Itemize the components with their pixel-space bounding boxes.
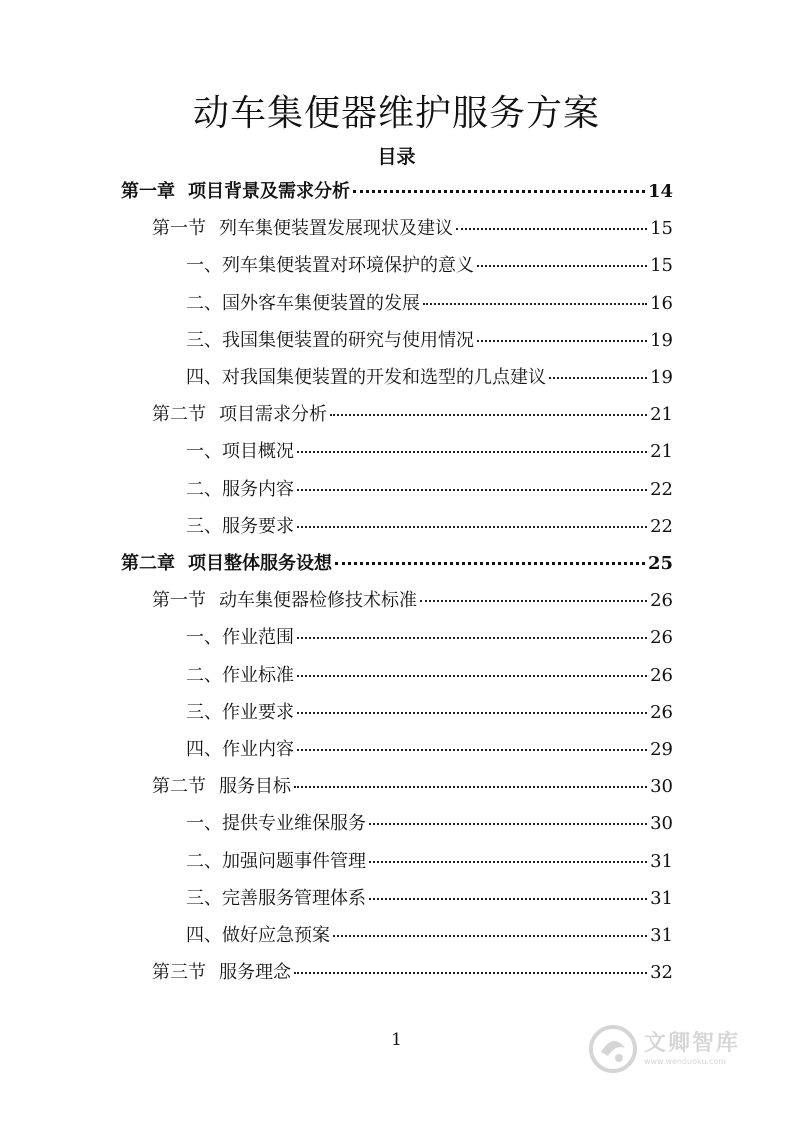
toc-leader-dots [297,675,647,677]
watermark-url: www.wenduoku.com [644,1057,727,1066]
toc-entry-text: 项目整体服务设想 [188,553,332,574]
toc-leader-dots [333,935,647,937]
toc-entry[interactable] [121,177,673,207]
toc-entry-number: 第一节 [152,590,206,612]
toc-entry-text: 一、列车集便装置对环境保护的意义 [186,255,474,277]
toc-entry-title [186,847,366,877]
toc-entry-title [186,363,546,393]
toc-leader-dots [297,637,647,639]
toc-entry-title [121,549,332,579]
toc-entry-title [152,400,327,430]
toc-entry-title [152,586,417,616]
toc-entry[interactable] [186,698,673,728]
toc-leader-dots [294,786,647,788]
toc-entry[interactable] [186,735,673,765]
toc-entry-text: 二、服务内容 [186,478,294,500]
toc-entry[interactable] [121,549,673,579]
toc-entry[interactable] [152,214,673,244]
toc-entry-title [186,289,420,319]
toc-entry-title [186,512,294,542]
page-number: 1 [391,1030,402,1050]
toc-entry-title [186,326,474,356]
toc-entry-text: 动车集便器检修技术标准 [219,590,417,612]
toc-leader-dots [549,377,647,379]
document-title: 动车集便器维护服务方案 [192,93,600,134]
toc-entry[interactable] [152,586,673,616]
toc-entry[interactable] [186,884,673,914]
toc-leader-dots [335,562,645,565]
toc-entry-number: 第二章 [121,553,175,574]
toc-entry[interactable] [186,437,673,467]
toc-entry-title [186,251,474,281]
toc-entry-text: 服务目标 [219,776,291,798]
toc-entry-page: 22 [650,515,673,537]
toc-entry-page: 26 [650,590,673,612]
toc-entry[interactable] [186,289,673,319]
toc-leader-dots [353,190,645,193]
toc-entry-text: 列车集便装置发展现状及建议 [219,218,453,240]
toc-entry-text: 一、项目概况 [186,441,294,463]
toc-entry-page: 26 [650,627,673,649]
toc-leader-dots [294,972,647,974]
toc-leader-dots [477,340,647,342]
toc-entry[interactable] [186,512,673,542]
toc-entry-title [152,772,291,802]
toc-entry-number: 第三节 [152,962,206,984]
toc-entry[interactable] [186,251,673,281]
toc-entry-page: 19 [650,367,673,388]
toc-entry-title [152,214,453,244]
toc-leader-dots [297,749,647,751]
toc-leader-dots [297,712,647,714]
toc-leader-dots [369,898,647,900]
toc-entry-number: 第一章 [121,181,175,202]
toc-entry-text: 四、对我国集便装置的开发和选型的几点建议 [186,367,546,388]
toc-entry-text: 三、完善服务管理体系 [186,887,366,909]
toc-leader-dots [420,600,647,602]
toc-leader-dots [477,265,647,267]
toc-entry-title [186,735,294,765]
toc-entry-text: 二、加强问题事件管理 [186,850,366,872]
toc-entry-page: 21 [650,404,673,426]
toc-entry-page: 31 [650,887,673,909]
toc-entry-text: 一、提供专业维保服务 [186,813,366,835]
toc-entry[interactable] [152,772,673,802]
toc-leader-dots [297,451,647,453]
toc-entry[interactable] [186,809,673,839]
toc-entry-text: 二、国外客车集便装置的发展 [186,292,420,314]
toc-entry-title [152,958,291,988]
toc-leader-dots [330,414,647,416]
toc-entry-page: 19 [650,329,673,351]
toc-entry[interactable] [186,661,673,691]
toc-entry[interactable] [186,363,673,393]
toc-entry-page: 16 [650,292,673,314]
toc-entry-title [121,177,350,207]
toc-entry-text: 三、服务要求 [186,515,294,537]
toc-entry-text: 服务理念 [219,962,291,984]
toc-entry[interactable] [186,847,673,877]
toc-leader-dots [297,526,647,528]
toc-entry-title [186,437,294,467]
toc-leader-dots [423,303,647,305]
toc-leader-dots [456,228,647,230]
toc-entry-title [186,475,294,505]
toc-entry[interactable] [186,623,673,653]
toc-entry-title [186,809,366,839]
toc-entry-title [186,661,294,691]
toc-entry[interactable] [152,400,673,430]
toc-entry-title [186,698,294,728]
toc-entry-page: 29 [650,739,673,760]
toc-entry[interactable] [186,326,673,356]
toc-entry-page: 26 [650,664,673,686]
watermark-name: 文卿智库 [644,1031,741,1056]
toc-entry-text: 四、做好应急预案 [186,925,330,946]
toc-entry-page: 14 [647,181,673,202]
toc-entry-number: 第二节 [152,776,206,798]
toc-heading: 目录 [377,146,416,168]
toc-entry-page: 32 [650,962,673,984]
toc-entry-text: 项目背景及需求分析 [188,181,350,202]
toc-entry-page: 30 [650,813,673,835]
toc-leader-dots [297,489,647,491]
logo-icon [586,1022,640,1076]
toc-entry-text: 一、作业范围 [186,627,294,649]
toc-entry[interactable] [186,921,673,951]
toc-entry-page: 31 [650,850,673,872]
toc-entry-page: 15 [650,255,673,277]
toc-entry[interactable] [186,475,673,505]
toc-entry-page: 26 [650,701,673,723]
toc-entry-number: 第二节 [152,404,206,426]
toc-entry-page: 25 [647,553,673,574]
toc-entry-title [186,921,330,951]
toc-entry-page: 22 [650,478,673,500]
toc-entry-title [186,884,366,914]
toc-entry-number: 第一节 [152,218,206,240]
toc-entry-page: 31 [650,925,673,946]
toc-entry-page: 30 [650,776,673,798]
toc-entry-text: 项目需求分析 [219,404,327,426]
toc-entry-text: 四、作业内容 [186,739,294,760]
toc-entry-text: 二、作业标准 [186,664,294,686]
toc-entry-title [186,623,294,653]
toc-entry-page: 15 [650,218,673,240]
toc-entry-text: 三、作业要求 [186,701,294,723]
toc-leader-dots [369,823,647,825]
toc-entry-page: 21 [650,441,673,463]
toc-entry[interactable] [152,958,673,988]
toc-entry-text: 三、我国集便装置的研究与使用情况 [186,329,474,351]
toc-leader-dots [369,861,647,863]
watermark [586,1018,756,1080]
